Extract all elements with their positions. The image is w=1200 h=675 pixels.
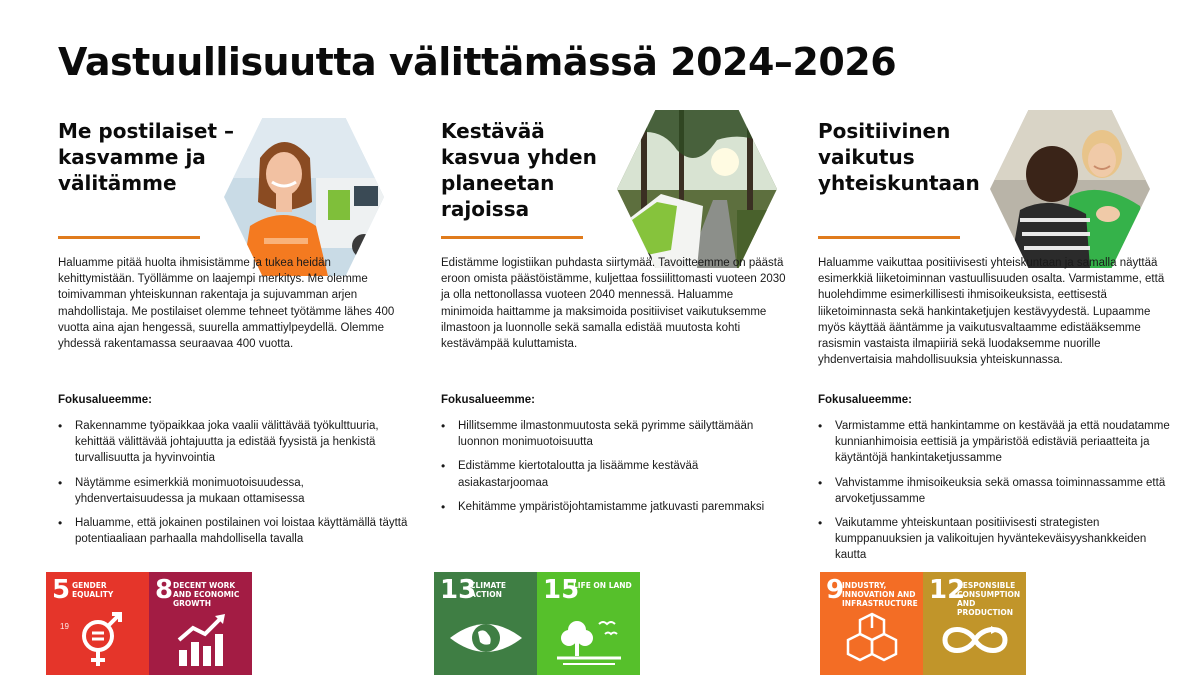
sdg-number: 9	[826, 575, 845, 605]
orange-divider	[58, 236, 200, 239]
sdg-tile-15	[537, 572, 640, 675]
sdg-number: 13	[440, 575, 477, 605]
focus-list	[818, 418, 1173, 572]
forest-road-illustration	[617, 110, 777, 268]
focus-label: Fokusalueemme:	[818, 394, 912, 406]
focus-label: Fokusalueemme:	[441, 394, 535, 406]
sdg-tile-12	[923, 572, 1026, 675]
postal-worker-illustration	[224, 118, 384, 276]
sdg-number: 5	[52, 575, 71, 605]
focus-label: Fokusalueemme:	[58, 394, 152, 406]
growth-chart-icon	[175, 612, 229, 668]
focus-item: • Hillitsemme ilmastonmuutosta sekä pyrimme säilyttämään luonnon monimuotoisuutta	[441, 418, 791, 450]
focus-item: • Näytämme esimerkkiä monimuotoisuudessa, yhdenvertaisuudessa ja mukaan ottamisessa	[58, 475, 408, 507]
focus-item: • Haluamme, että jokainen postilainen voi loistaa käyttämällä täyttä potentiaaliaan parhaalla mahdollisella tavalla	[58, 515, 408, 547]
sdg-label: INDUSTRY, INNOVATION AND INFRASTRUCTURE	[842, 581, 918, 608]
sdg-label: DECENT WORK AND ECONOMIC GROWTH	[173, 581, 240, 608]
page-title: Vastuullisuutta välittämässä 2024–2026	[58, 40, 897, 84]
column-intro: Haluamme vaikuttaa positiivisesti yhteiskuntaan ja samalla näyttää esimerkkiä liiketoiminnan vastuullisuuden osalta. Varmistamme, että huolehdimme esimerkillisesti ihmisoikeuksista, eettisestä liiketoiminnasta sekä hankintaketjujen kestävyydestä. Lupaamme myös käyttää ääntämme ja vaikutusvaltaamme edistääksemme rasismin vastaista ilmapiiriä sekä luodaksemme nuorille yhdenvertaisia mahdollisuuksia yhteiskunnassa.	[818, 257, 1165, 367]
orange-divider	[818, 236, 960, 239]
focus-item: • Edistämme kiertotaloutta ja lisäämme kestävää asiakastarjoomaa	[441, 458, 791, 490]
orange-divider	[441, 236, 583, 239]
climate-eye-icon	[448, 616, 524, 660]
focus-item: • Kehitämme ympäristöjohtamistamme jatkuvasti paremmaksi	[441, 499, 791, 515]
sdg-label: LIFE ON LAND	[573, 581, 632, 590]
sdg-label: RESPONSIBLE CONSUMPTION AND PRODUCTION	[957, 581, 1021, 617]
column-heading: Me postilaiset – kasvamme ja välitämme	[58, 119, 235, 195]
sdg-label: CLIMATE ACTION	[470, 581, 506, 599]
sdg-sub: 19	[60, 622, 69, 631]
sdg-label: GENDER EQUALITY	[72, 581, 114, 599]
infinity-loop-icon	[939, 622, 1011, 658]
sdg-number: 8	[155, 575, 174, 605]
focus-list	[58, 418, 408, 555]
focus-item: • Varmistamme että hankintamme on kestävää ja että noudatamme kunnianhimoisia eettisiä ja ympäristöä edistäviä periaatteita ja käytäntöjä hankintaketjussamme	[818, 418, 1173, 467]
sdg-tile-8	[149, 572, 252, 675]
focus-item: • Vahvistamme ihmisoikeuksia sekä omassa toiminnassamme että arvoketjussamme	[818, 475, 1173, 507]
sdg-number: 12	[929, 575, 966, 605]
postal-worker-photo	[224, 118, 384, 276]
tree-birds-icon	[555, 610, 625, 668]
focus-item: • Rakennamme työpaikkaa joka vaalii välittävää työkulttuuria, kehittää välittävää johtajuutta ja edistää fyysistä ja henkistä turvallisuutta ja hyvinvointia	[58, 418, 408, 467]
hugging-people-photo	[990, 110, 1150, 268]
gender-equality-icon	[76, 610, 128, 670]
column-heading: Kestävää kasvua yhden planeetan rajoissa	[441, 119, 597, 221]
column-intro: Edistämme logistiikan puhdasta siirtymää. Tavoitteemme on päästä eroon omista päästöistämme, kuljettaa fossiilittomasti vuoteen 2030 ja olla nettonollassa vuoteen 2040 mennessä. Haluamme minimoida haittamme ja maksimoida positiiviset vaikutuksemme ilmastoon ja luonnolle sekä samalla edistää muutosta kohti kestävämpää kuluttamista.	[441, 257, 786, 351]
sdg-number: 15	[543, 575, 580, 605]
cubes-icon	[844, 610, 900, 668]
focus-list	[441, 418, 791, 523]
sdg-tile-13	[434, 572, 537, 675]
column-heading: Positiivinen vaikutus yhteiskuntaan	[818, 119, 980, 195]
forest-road-van-photo	[617, 110, 777, 268]
sdg-tile-5	[46, 572, 149, 675]
column-intro: Haluamme pitää huolta ihmisistämme ja tukea heidän kehittymistään. Työllämme on laajempi merkitys. Me olemme toimivamman yhteiskunnan rakentaja ja sujuvamman arjen mahdollistaja. Me postilaiset olemme tehneet työtämme lähes 400 vuotta aina ajan hengessä, suurella ammattiylpeydellä. Olemme yhdessä rakentamassa seuraavaa 400 vuotta.	[58, 257, 395, 351]
hugging-people-illustration	[990, 110, 1150, 268]
focus-item: • Vaikutamme yhteiskuntaan positiivisesti strategisten kumppanuuksien ja valikoitujen hyväntekeväisyyshankkeiden kautta	[818, 515, 1173, 564]
sdg-tile-9	[820, 572, 923, 675]
